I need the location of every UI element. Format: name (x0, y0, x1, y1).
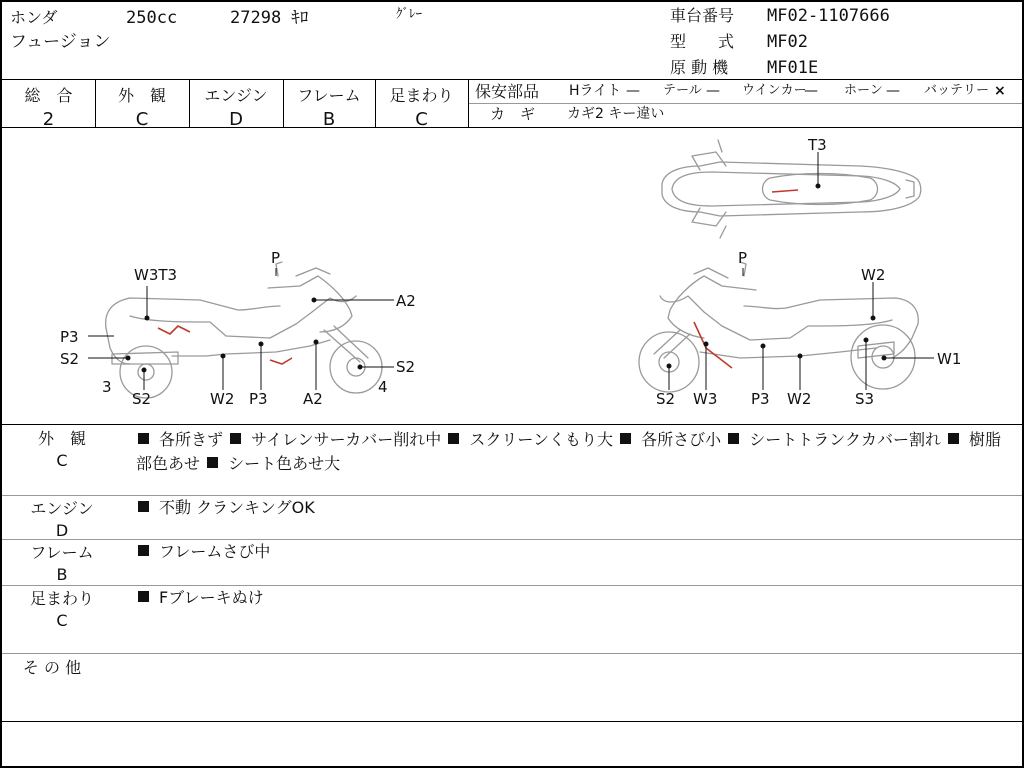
score-label: 外 観 (117, 86, 166, 105)
diagram-label: S2 (132, 390, 152, 408)
remark-category-label: そ の 他 (22, 658, 82, 677)
remark-note-text: 各所きず (159, 430, 224, 449)
remark-category-label: エンジン (30, 499, 94, 518)
score-overall (2, 81, 95, 130)
bullet-square (138, 501, 149, 512)
model-name: フュージョン (10, 32, 111, 52)
remark-note (205, 454, 340, 473)
diagram-label: P3 (751, 390, 770, 408)
diagram-label: T3 (808, 136, 827, 154)
diagram-label: P3 (249, 390, 268, 408)
safety-item-name: ウインカー (742, 83, 807, 98)
bullet-square (620, 433, 631, 444)
remark-notes-suspension (136, 586, 1012, 610)
safety-item-name: バッテリー (924, 83, 990, 98)
damage-mark (772, 190, 798, 192)
remark-category (12, 657, 92, 679)
diagram-label: S3 (855, 390, 875, 408)
key-label: カ ギ (490, 105, 536, 123)
remark-note (136, 498, 315, 517)
remark-note (618, 430, 726, 449)
remark-category-label: フレーム (30, 543, 94, 562)
divider-remark (2, 653, 1022, 654)
engine-code: MF01E (767, 58, 819, 78)
remark-grade: C (56, 611, 68, 630)
safety-item-name: テール (663, 83, 702, 98)
leaders (88, 152, 934, 390)
score-divider (468, 79, 469, 127)
frame-no-label: 車台番号 (670, 6, 735, 25)
score-value: B (322, 109, 336, 130)
remark-note-text: サイレンサーカバー削れ中 (251, 430, 442, 449)
remark-note (726, 430, 946, 449)
score-exterior (95, 81, 189, 130)
diagram-label: A2 (303, 390, 323, 408)
divider-bottom (2, 721, 1022, 722)
diagram-label: W3T3 (134, 266, 178, 284)
safety-item-name: ホーン (844, 83, 883, 98)
safety-item-status: — (626, 83, 640, 99)
divider-safety (469, 103, 1022, 104)
remark-category (12, 428, 112, 472)
bullet-square (138, 591, 149, 602)
diagram-label: S2 (656, 390, 676, 408)
damage-mark (158, 326, 190, 334)
safety-item-name: Hライト (569, 83, 622, 99)
remark-note-text: 樹脂部色あせ (136, 430, 1002, 473)
remark-note-text: 不動 クランキングOK (159, 498, 315, 517)
diagram-label: W2 (861, 266, 886, 284)
bullet-square (230, 433, 241, 444)
remark-grade: D (55, 521, 69, 540)
remark-note (136, 430, 228, 449)
bullet-square (948, 433, 959, 444)
diagram-label: 4 (378, 378, 388, 396)
diagram-label: S2 (60, 350, 80, 368)
mileage: 27298 ｷﾛ (230, 8, 309, 28)
damage-marks (158, 190, 798, 368)
frame-no: MF02-1107666 (767, 6, 890, 26)
remark-note (228, 430, 446, 449)
score-label: 総 合 (24, 86, 73, 105)
bullet-square (728, 433, 739, 444)
displacement: 250cc (126, 8, 178, 28)
score-label: エンジン (204, 86, 268, 105)
remark-note-text: スクリーンくもり大 (469, 430, 614, 449)
score-label: フレーム (297, 86, 361, 105)
diagram-label: P3 (60, 328, 79, 346)
model-code: MF02 (767, 32, 808, 52)
score-value: C (135, 109, 149, 130)
remark-note (136, 542, 270, 561)
diagram-label: W2 (787, 390, 812, 408)
score-frame (283, 81, 375, 130)
score-label: 足まわり (389, 86, 454, 105)
score-value: D (229, 109, 243, 130)
score-suspension (375, 81, 468, 130)
diagram-label: W1 (937, 350, 962, 368)
safety-item-status: — (804, 83, 818, 99)
damage-diagram (0, 126, 1024, 426)
remark-category (12, 498, 112, 542)
remark-note-text: シートトランクカバー割れ (749, 430, 941, 449)
damage-mark (694, 322, 732, 368)
diagram-label: A2 (396, 292, 416, 310)
model-code-label: 型 式 (670, 32, 735, 51)
bullet-square (138, 433, 149, 444)
safety-label: 保安部品 (475, 82, 540, 101)
diagram-label: W3 (693, 390, 718, 408)
safety-item-status: — (706, 83, 720, 99)
remark-note-text: Fブレーキぬけ (159, 588, 264, 607)
remark-note (446, 430, 618, 449)
score-engine (189, 81, 283, 130)
safety-item-status: — (886, 83, 900, 99)
remark-note (136, 588, 264, 607)
score-value: 2 (42, 109, 55, 130)
remark-note-text: 各所さび小 (641, 430, 722, 449)
remark-notes-engine (136, 496, 1012, 520)
safety-item-status: × (994, 83, 1006, 99)
engine-label: 原 動 機 (670, 58, 729, 77)
diagram-label: S2 (396, 358, 416, 376)
score-value: C (415, 109, 428, 130)
remark-grade: B (56, 565, 68, 584)
bullet-square (138, 545, 149, 556)
remark-notes-frame (136, 540, 1012, 564)
diagram-label: P (738, 249, 748, 267)
bullet-square (448, 433, 459, 444)
remark-category-label: 足まわり (29, 589, 94, 608)
color: ｸﾞﾚｰ (396, 7, 422, 22)
remark-category (12, 588, 112, 632)
key-info: カギ2 キー違い (567, 106, 665, 122)
scooter-top-view (662, 140, 921, 238)
damage-mark (270, 358, 292, 364)
bullet-square (207, 457, 218, 468)
remark-note-text: シート色あせ大 (228, 454, 341, 473)
maker: ホンダ (10, 8, 58, 27)
diagram-label: W2 (210, 390, 235, 408)
remark-category (12, 542, 112, 586)
remark-grade: C (56, 451, 68, 470)
diagram-label: 3 (102, 378, 112, 396)
divider-header (2, 79, 1022, 80)
remark-category-label: 外 観 (37, 429, 86, 448)
diagram-label: P (271, 249, 281, 267)
remark-notes-exterior (136, 428, 1012, 476)
remark-note-text: フレームさび中 (159, 542, 271, 561)
